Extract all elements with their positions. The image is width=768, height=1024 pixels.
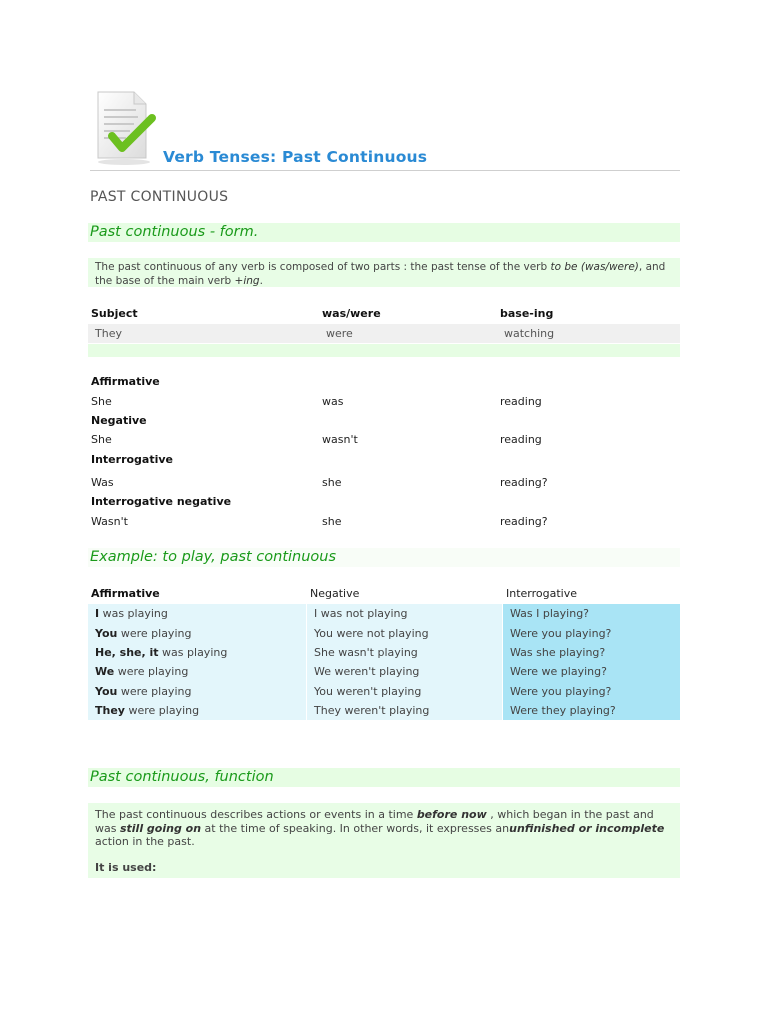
title-divider — [90, 170, 680, 171]
form-heading: Past continuous - form. — [88, 223, 680, 242]
example-interrogative-cell: Was I playing? — [510, 607, 590, 620]
form-note: The past continuous of any verb is composed of two parts : the past tense of the verb to be (was/were), and the base of the main verb +ing. — [88, 258, 680, 287]
pattern-cell: She — [91, 433, 112, 446]
pattern-cell: Wasn't — [91, 515, 128, 528]
pattern-cell: reading? — [500, 476, 548, 489]
example-interrogative-cell: Was she playing? — [510, 646, 606, 659]
pattern-cell: She — [91, 395, 112, 408]
form-cell-was-were: were — [326, 327, 353, 340]
pattern-cell: was — [322, 395, 344, 408]
example-header-interrogative: Interrogative — [506, 587, 578, 600]
pattern-cell: she — [322, 515, 342, 528]
example-interrogative-cell: Were you playing? — [510, 627, 612, 640]
example-affirmative-column-bg — [88, 604, 306, 720]
example-negative-cell: You weren't playing — [314, 685, 422, 698]
example-affirmative-cell: They were playing — [95, 704, 200, 717]
example-negative-cell: You were not playing — [314, 627, 429, 640]
example-negative-column-bg — [307, 604, 502, 720]
example-negative-cell: We weren't playing — [314, 665, 420, 678]
pattern-cell: Was — [91, 476, 114, 489]
example-interrogative-cell: Were you playing? — [510, 685, 612, 698]
example-negative-cell: I was not playing — [314, 607, 408, 620]
example-negative-cell: They weren't playing — [314, 704, 430, 717]
form-header-base-ing: base-ing — [500, 307, 554, 320]
function-used-label: It is used: — [95, 860, 157, 874]
example-interrogative-cell: Were we playing? — [510, 665, 607, 678]
pattern-label-affirmative: Affirmative — [91, 375, 160, 388]
example-negative-cell: She wasn't playing — [314, 646, 418, 659]
example-affirmative-cell: He, she, it was playing — [95, 646, 228, 659]
pattern-cell: she — [322, 476, 342, 489]
pattern-cell: reading — [500, 433, 542, 446]
form-cell-subject: They — [95, 327, 122, 340]
example-heading: Example: to play, past continuous — [88, 548, 680, 567]
section-heading: PAST CONTINUOUS — [90, 189, 229, 205]
pattern-label-negative: Negative — [91, 414, 147, 427]
example-header-affirmative: Affirmative — [91, 587, 160, 600]
function-note: The past continuous describes actions or events in a time before now , which began in the past and was still going on at the time of speaking. In other words, it expresses anunfinished or incomplete action in the past. It is used: — [88, 803, 680, 878]
pattern-label-interrogative-negative: Interrogative negative — [91, 495, 232, 508]
form-spacer-bar — [88, 344, 680, 357]
document-check-icon — [90, 88, 162, 166]
form-header-was-were: was/were — [322, 307, 381, 320]
example-affirmative-cell: I was playing — [95, 607, 168, 620]
example-affirmative-cell: We were playing — [95, 665, 189, 678]
pattern-label-interrogative: Interrogative — [91, 453, 174, 466]
pattern-cell: wasn't — [322, 433, 358, 446]
example-header-negative: Negative — [310, 587, 360, 600]
form-row — [88, 324, 680, 343]
form-cell-base-ing: watching — [504, 327, 555, 340]
form-header-subject: Subject — [91, 307, 138, 320]
example-interrogative-column-bg — [503, 604, 680, 720]
function-heading: Past continuous, function — [88, 768, 680, 787]
page-title: Verb Tenses: Past Continuous — [163, 148, 428, 166]
example-interrogative-cell: Were they playing? — [510, 704, 616, 717]
example-affirmative-cell: You were playing — [95, 685, 192, 698]
pattern-cell: reading — [500, 395, 542, 408]
pattern-cell: reading? — [500, 515, 548, 528]
example-affirmative-cell: You were playing — [95, 627, 192, 640]
